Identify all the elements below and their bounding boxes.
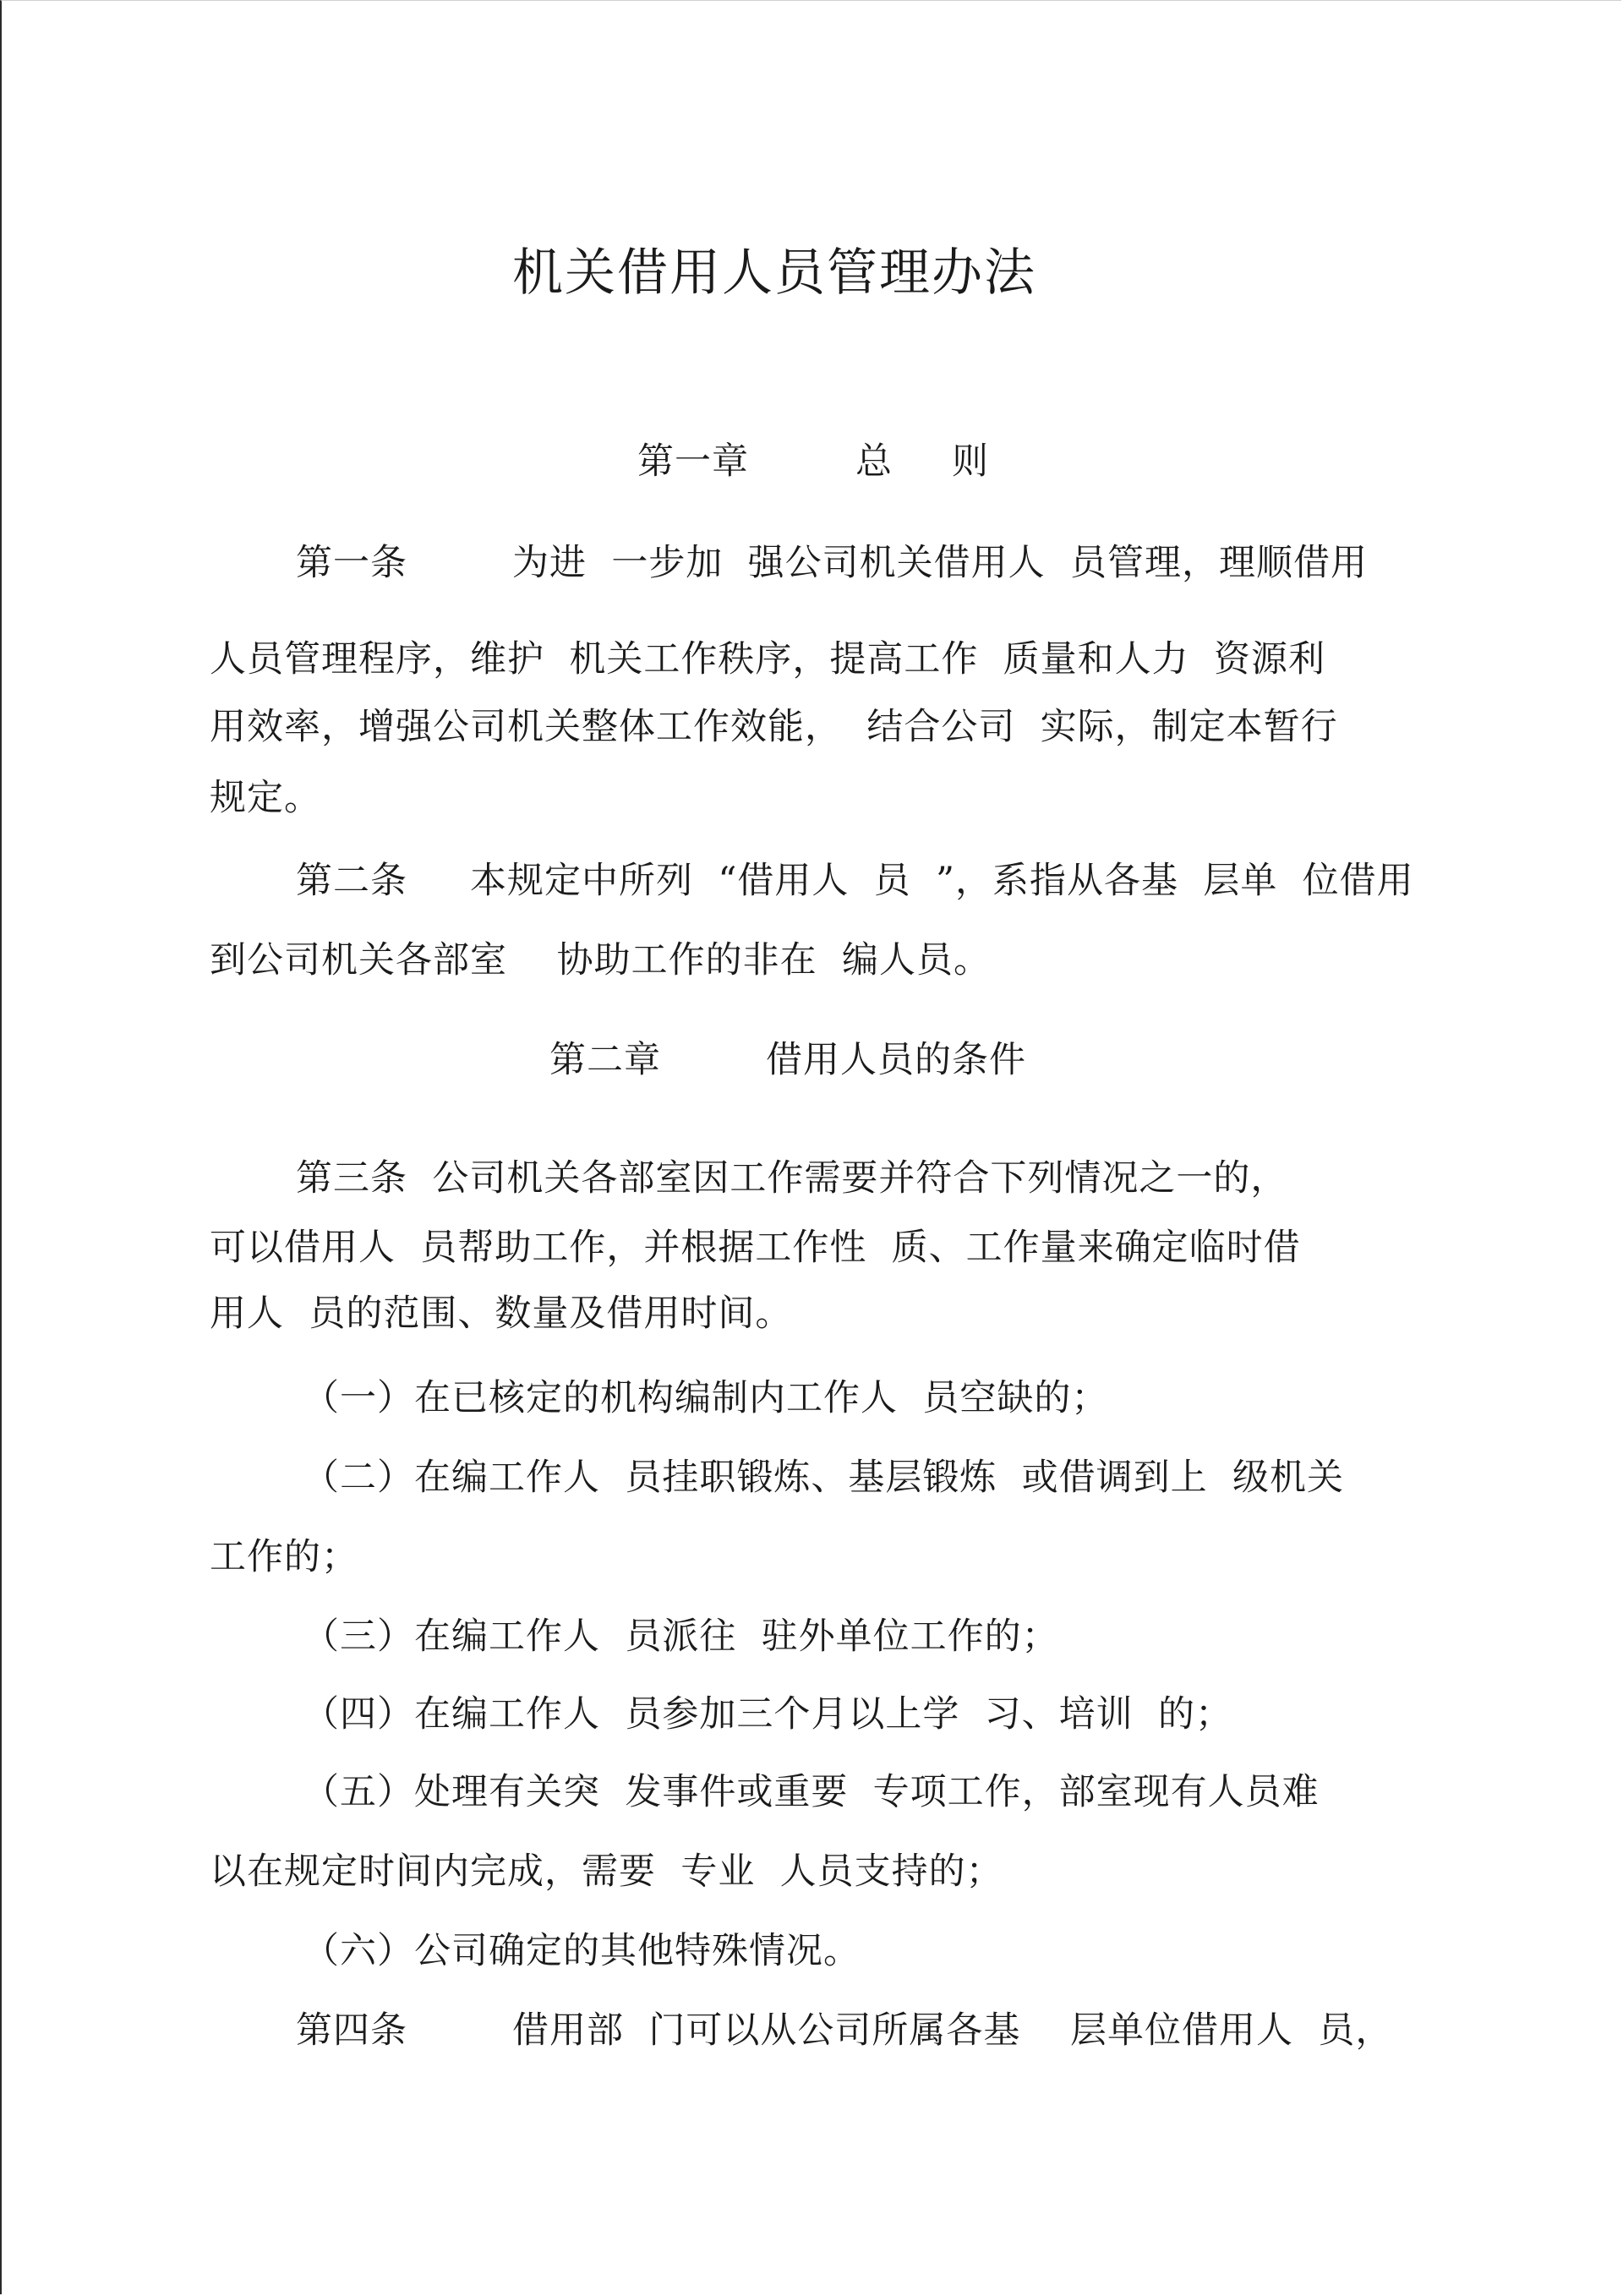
article3-item2-line2: 工作的； bbox=[210, 1536, 358, 1578]
article3-item1: （一）在已核定的机构编制内工作人 员空缺的； bbox=[303, 1377, 1109, 1419]
chapter2-heading-name: 借用人员的条件 bbox=[766, 1039, 1026, 1081]
article4-label: 第四条 bbox=[296, 2009, 407, 2052]
article3-item6: （六）公司确定的其他特殊情况。 bbox=[303, 1930, 861, 1972]
chapter1-heading-number: 第一章 bbox=[637, 440, 749, 483]
article3-item3: （三）在编工作人 员派往 驻外单位工作的； bbox=[303, 1615, 1059, 1658]
chapter2-heading-number: 第二章 bbox=[549, 1039, 661, 1081]
article3-item5-line1: （五）处理有关突 发事件或重要 专项工作，部室现有人员难 bbox=[303, 1771, 1320, 1813]
chapter1-heading-name: 总 则 bbox=[855, 440, 1000, 483]
article2-line1: 本规定中所列 “借用人 员 ”，系指从各基 层单 位借用 bbox=[470, 860, 1414, 902]
article1-label: 第一条 bbox=[296, 542, 407, 584]
article3-item5-line2: 以在规定时间内完成，需要 专业 人员支持的； bbox=[210, 1850, 1003, 1893]
article1-line4: 规定。 bbox=[210, 777, 321, 819]
article3-line3: 用人 员的范围、数量及借用时间。 bbox=[210, 1293, 793, 1335]
document-title: 机关借用人员管理办法 bbox=[512, 243, 1036, 303]
article1-line2: 人员管理程序，维护 机关工作秩序，提高工作 质量和人力 资源利 bbox=[210, 638, 1326, 681]
article2-label: 第二条 bbox=[296, 860, 407, 902]
article3-item4: （四）在编工作人 员参加三个月以上学 习、培训 的； bbox=[303, 1693, 1233, 1736]
article3-line1: 第三条 公司机关各部室因工作需要并符合下列情况之一的， bbox=[296, 1157, 1288, 1200]
article3-line2: 可以借用人 员帮助工作，并根据工作性 质、工作量来确定临时借 bbox=[210, 1227, 1301, 1269]
article4-line1: 借用部 门可以从公司所属各基 层单位借用人 员， bbox=[512, 2009, 1393, 2052]
article1-line3: 用效率，增强公司机关整体工作效能， 结合公司 实际，制定本暂行 bbox=[210, 706, 1338, 748]
article1-line1: 为进 一步加 强公司机关借用人 员管理，理顺借用 bbox=[512, 542, 1369, 584]
article3-item2-line1: （二）在编工作人 员挂职锻炼、基层锻炼 或借调到上 级机关 bbox=[303, 1457, 1345, 1499]
article2-line2: 到公司机关各部室 协助工作的非在 编人员。 bbox=[210, 939, 992, 981]
